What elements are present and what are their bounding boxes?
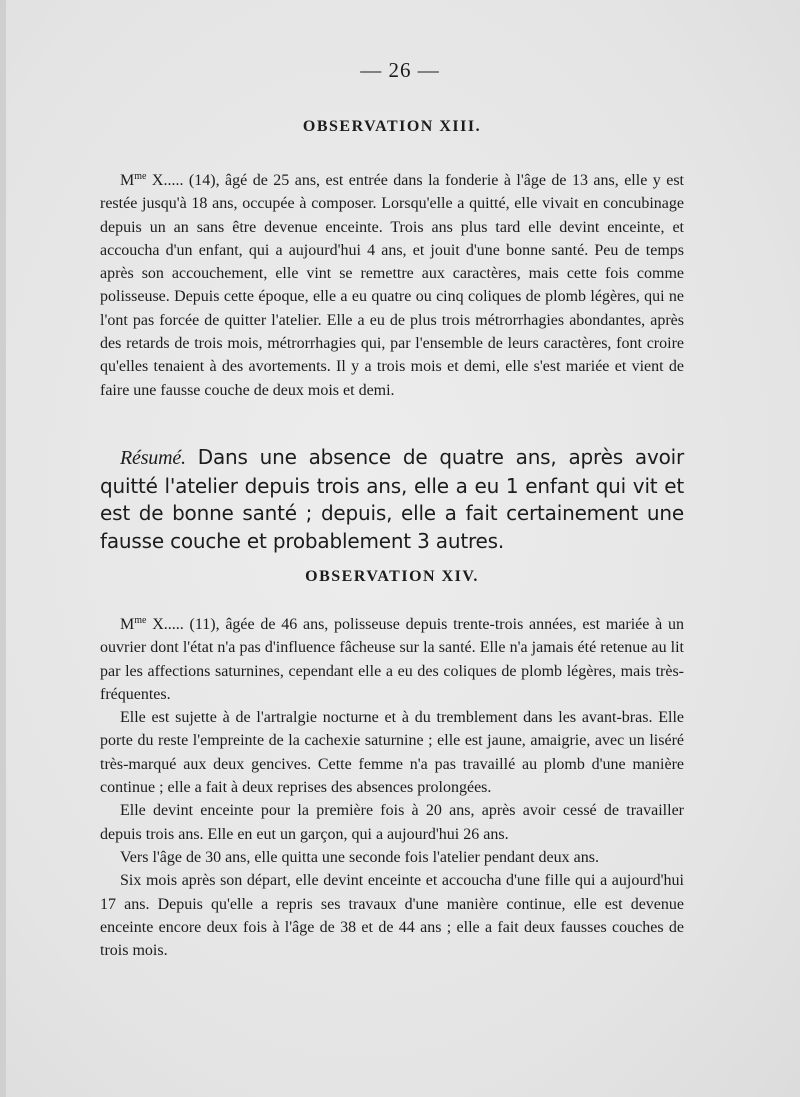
observation-13-title: OBSERVATION XIII. xyxy=(302,118,482,135)
obs14-name-sup: me xyxy=(134,615,147,626)
observation-14-body xyxy=(100,609,684,962)
observation-13-body xyxy=(100,165,684,402)
observation-13-paragraph xyxy=(100,165,684,402)
observation-14-paragraph-4: Vers l'âge de 30 ans, elle quitta une seconde fois l'atelier pendant deux ans. xyxy=(120,848,599,866)
obs13-name-prefix: M xyxy=(120,172,135,189)
page-number: — 26 — xyxy=(360,58,440,82)
obs13-name-sup: me xyxy=(134,171,147,182)
resume-text: Dans une absence de quatre ans, après avoir quitté l'atelier depuis trois ans, elle a eu 1 enfant qui vit et est de bonne santé ; depuis, elle a fait certainement une fausse couche et probablement 3 autres. xyxy=(100,445,684,553)
resume-label: Résumé. xyxy=(120,447,186,469)
observation-14-title: OBSERVATION XIV. xyxy=(305,568,479,585)
page-edge-shadow xyxy=(0,0,6,1097)
obs14-name-prefix: M xyxy=(120,616,135,633)
observation-14-section xyxy=(100,568,684,586)
observation-14-paragraph-5: Six mois après son départ, elle devint enceinte et accoucha d'une fille qui a aujourd'hui 17 ans. Depuis qu'elle a repris ses travaux d'une manière continue, elle est devenue enceinte encore deux fois à l'âge de 38 et de 44 ans ; elle a fait deux fausses couches de trois mois. xyxy=(100,872,684,960)
observation-13-section xyxy=(100,118,684,136)
observation-13-resume xyxy=(100,444,684,555)
obs13-text: X..... (14), âgé de 25 ans, est entrée dans la fonderie à l'âge de 13 ans, elle y est restée jusqu'à 18 ans, occupée à composer. Lorsqu'elle a quitté, elle vivait en concubinage depuis un an sans être devenue enceinte. Trois ans plus tard elle devint enceinte, et accoucha d'un enfant, qui a aujourd'hui 4 ans, et jouit d'une bonne santé. Peu de temps après son accouchement, elle vint se remettre aux caractères, mais cette fois comme polisseuse. Depuis cette époque, elle a eu quatre ou cinq coliques de plomb légères, qui ne l'ont pas forcée de quitter l'atelier. Elle a eu de plus trois métrorrhagies abondantes, après des retards de trois mois, métrorrhagies qui, par l'ensemble de leurs caractères, font croire qu'elles tenaient à des avortements. Il y a trois mois et demi, elle s'est mariée et vient de faire une fausse couche de deux mois et demi. xyxy=(100,172,684,399)
resume-paragraph xyxy=(100,444,684,555)
observation-14-paragraph-2: Elle est sujette à de l'artralgie nocturne et à du tremblement dans les avant-bras. Elle porte du reste l'empreinte de la cachexie saturnine ; elle est jaune, amaigrie, avec un liséré très-marqué aux deux gencives. Cette femme n'a pas travaillé au plomb d'une manière continue ; elle a fait à deux reprises des absences prolongées. xyxy=(100,709,684,797)
observation-14-paragraph-3: Elle devint enceinte pour la première fois à 20 ans, après avoir cessé de travailler depuis trois ans. Elle en eut un garçon, qui a aujourd'hui 26 ans. xyxy=(100,802,684,843)
obs14-text-1: X..... (11), âgée de 46 ans, polisseuse depuis trente-trois années, est mariée à un ouvrier dont l'état n'a pas d'influence fâcheuse sur la santé. Elle n'a jamais été retenue au lit par les affections saturnines, cependant elle a eu des coliques de plomb légères, mais très-fréquentes. xyxy=(100,616,684,703)
observation-14-paragraph-1 xyxy=(100,609,684,706)
